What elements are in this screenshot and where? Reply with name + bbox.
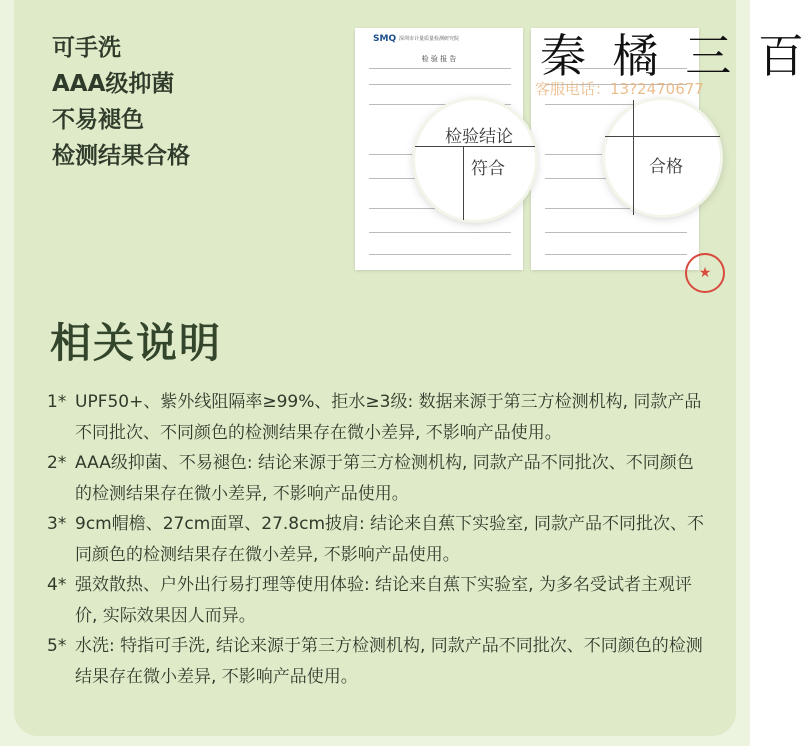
note-item: [47, 631, 710, 692]
feature-hand-wash: 可手洗: [52, 35, 121, 61]
magnifier-conclusion: [415, 100, 535, 220]
note-item: [47, 448, 710, 509]
note-number: 2*: [47, 453, 67, 473]
magnifier-label: 检验结论: [445, 127, 513, 147]
feature-list: [52, 30, 190, 174]
note-number: 3*: [47, 514, 67, 534]
note-text: AAA级抑菌、不易褪色: 结论来源于第三方检测机构, 同款产品不同批次、不同颜色的检测结果存在微小差异, 不影响产品使用。: [75, 453, 694, 504]
feature-test-passed: 检测结果合格: [52, 143, 190, 169]
watermark-name: 秦 橘 三 百: [540, 29, 810, 83]
feature-colorfast: 不易褪色: [52, 107, 144, 133]
note-number: 1*: [47, 392, 67, 412]
magnifier-qualified: [605, 100, 720, 215]
feature-antibacterial: AAA级抑菌: [52, 71, 175, 97]
note-item: [47, 387, 710, 448]
note-number: 5*: [47, 636, 67, 656]
note-text: 水洗: 特指可手洗, 结论来源于第三方检测机构, 同款产品不同批次、不同颜色的检测结果存在微小差异, 不影响产品使用。: [75, 636, 703, 687]
official-stamp: ★: [685, 253, 725, 293]
note-text: 9cm帽檐、27cm面罩、27.8cm披肩: 结论来自蕉下实验室, 同款产品不同批次、不同颜色的检测结果存在微小差异, 不影响产品使用。: [75, 514, 704, 565]
report-org: 深圳市计量质量检测研究院: [399, 36, 460, 42]
magnifier-qualified-value: 合格: [649, 157, 683, 177]
note-item: [47, 570, 710, 631]
smq-logo: SMQ: [373, 34, 397, 44]
note-text: 强效散热、户外出行易打理等使用体验: 结论来自蕉下实验室, 为多名受试者主观评价, 实际效果因人而异。: [75, 575, 692, 626]
note-item: [47, 509, 710, 570]
magnifier-result: 符合: [471, 159, 505, 179]
watermark-phone: 客服电话：13?2470677: [535, 80, 704, 98]
section-title: 相关说明: [50, 319, 222, 367]
note-number: 4*: [47, 575, 67, 595]
note-text: UPF50+、紫外线阻隔率≥99%、拒水≥3级: 数据来源于第三方检测机构, 同款产品不同批次、不同颜色的检测结果存在微小差异, 不影响产品使用。: [75, 392, 702, 443]
report-title: 检 验 报 告: [421, 55, 457, 63]
notes-list: [47, 387, 710, 692]
